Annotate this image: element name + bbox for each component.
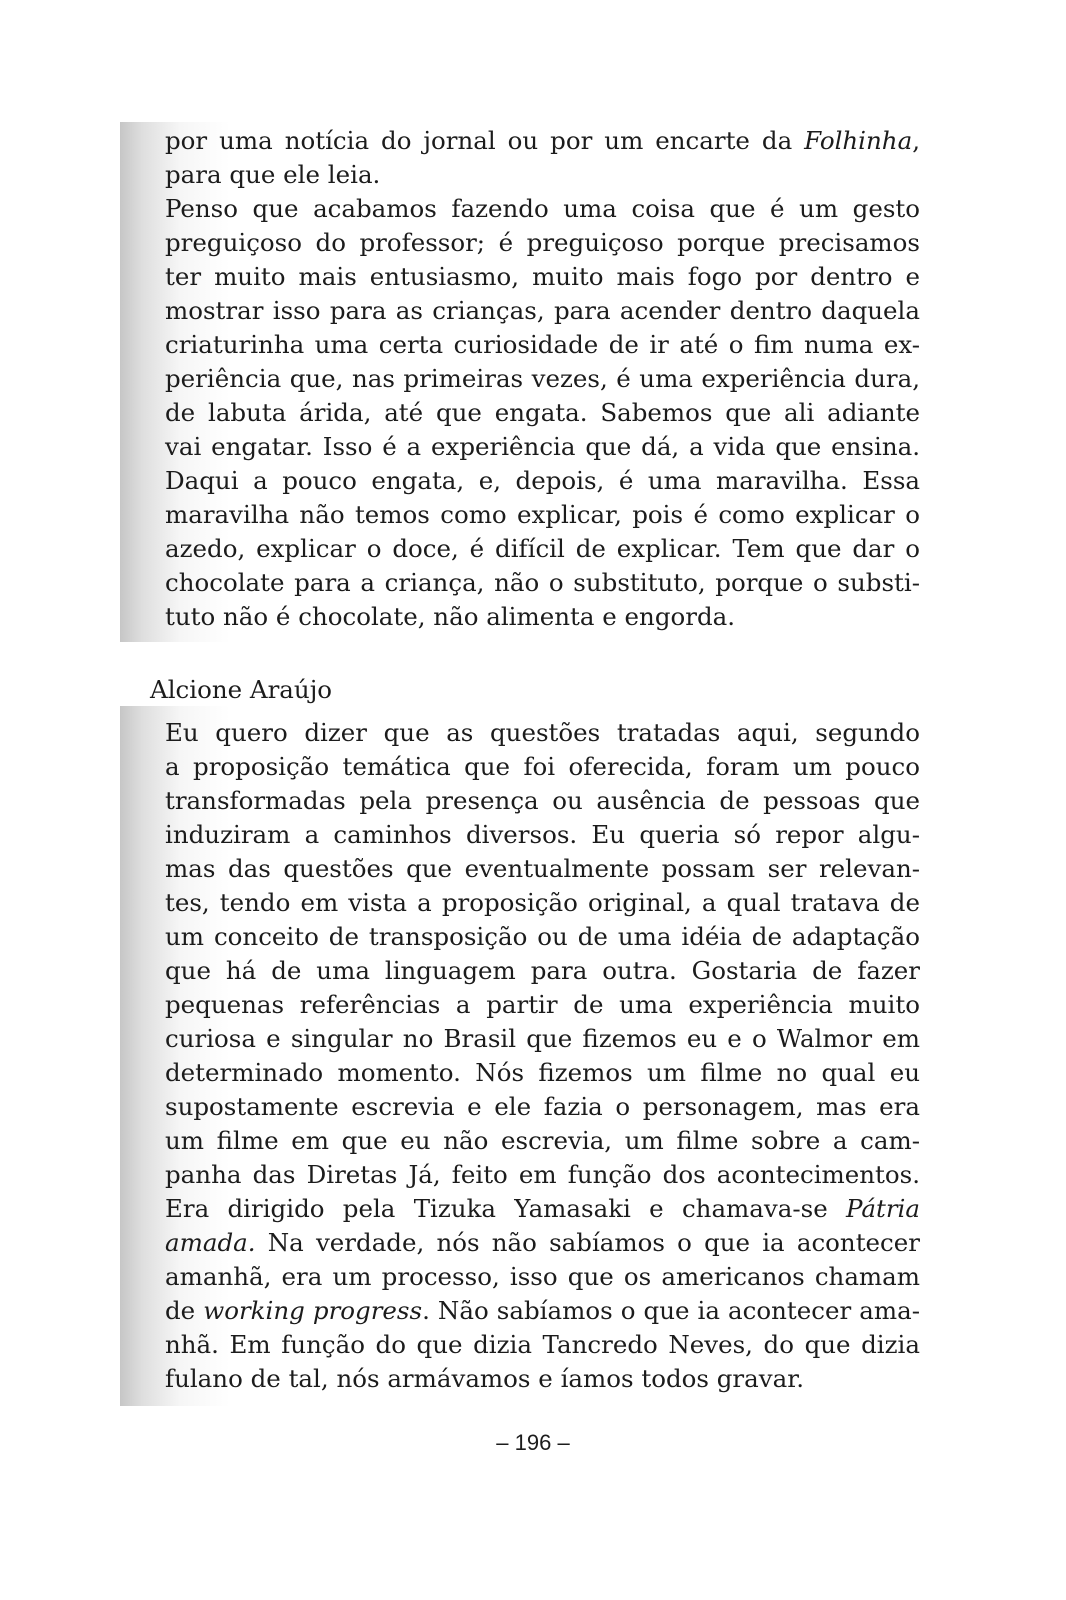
text-line: que há de uma linguagem para outra. Gostaria de fazer <box>165 956 920 985</box>
italic-term: working progress <box>203 1296 423 1325</box>
italic-title: Folhinha <box>804 126 913 155</box>
text-line: chocolate para a criança, não o substituto, porque o substi- <box>165 568 920 597</box>
text-line: por uma notícia do jornal ou por um encarte da Folhinha, <box>165 126 920 155</box>
text-line: um filme em que eu não escrevia, um filme sobre a cam- <box>165 1126 920 1155</box>
text-line: panha das Diretas Já, feito em função dos acontecimentos. <box>165 1160 920 1189</box>
text-line: mas das questões que eventualmente possam ser relevan- <box>165 854 920 883</box>
text-line: mostrar isso para as crianças, para acender dentro daquela <box>165 296 920 325</box>
text-line: periência que, nas primeiras vezes, é uma experiência dura, <box>165 364 920 393</box>
text-line: amanhã, era um processo, isso que os americanos chamam <box>165 1262 920 1291</box>
text-line: determinado momento. Nós fizemos um filme no qual eu <box>165 1058 920 1087</box>
text-line: tuto não é chocolate, não alimenta e engorda. <box>165 602 736 631</box>
text-line: a proposição temática que foi oferecida, foram um pouco <box>165 752 920 781</box>
text-line: amada. Na verdade, nós não sabíamos o que ia acontecer <box>165 1228 920 1257</box>
text-line: Daqui a pouco engata, e, depois, é uma maravilha. Essa <box>165 466 920 495</box>
text-line: transformadas pela presença ou ausência de pessoas que <box>165 786 920 815</box>
italic-title: Pátria <box>846 1194 920 1223</box>
text-line: de labuta árida, até que engata. Sabemos que ali adiante <box>165 398 920 427</box>
italic-title: amada. <box>165 1228 256 1257</box>
text-line: Era dirigido pela Tizuka Yamasaki e chamava-se Pátria <box>165 1194 920 1223</box>
text-line: supostamente escrevia e ele fazia o personagem, mas era <box>165 1092 920 1121</box>
text-line: tes, tendo em vista a proposição original, a qual tratava de <box>165 888 920 917</box>
text-line: para que ele leia. <box>165 160 381 189</box>
text-line: curiosa e singular no Brasil que fizemos eu e o Walmor em <box>165 1024 920 1053</box>
text-line: fulano de tal, nós armávamos e íamos todos gravar. <box>165 1364 804 1393</box>
text-line: vai engatar. Isso é a experiência que dá, a vida que ensina. <box>165 432 920 461</box>
text-line: um conceito de transposição ou de uma idéia de adaptação <box>165 922 920 951</box>
text-line: preguiçoso do professor; é preguiçoso porque precisamos <box>165 228 920 257</box>
text-line: Penso que acabamos fazendo uma coisa que é um gesto <box>165 194 920 223</box>
text-line: de working progress. Não sabíamos o que ia acontecer ama- <box>165 1296 920 1325</box>
text-line: pequenas referências a partir de uma experiência muito <box>165 990 920 1019</box>
text-line: induziram a caminhos diversos. Eu queria só repor algu- <box>165 820 920 849</box>
text-line: maravilha não temos como explicar, pois é como explicar o <box>165 500 920 529</box>
text-line: azedo, explicar o doce, é difícil de explicar. Tem que dar o <box>165 534 920 563</box>
text-line: Eu quero dizer que as questões tratadas aqui, segundo <box>165 718 920 747</box>
page-number: – 196 – <box>496 1430 570 1455</box>
speaker-name: Alcione Araújo <box>150 675 333 704</box>
text-line: criaturinha uma certa curiosidade de ir até o fim numa ex- <box>165 330 920 359</box>
text-line: nhã. Em função do que dizia Tancredo Neves, do que dizia <box>165 1330 920 1359</box>
text-line: ter muito mais entusiasmo, muito mais fogo por dentro e <box>165 262 920 291</box>
